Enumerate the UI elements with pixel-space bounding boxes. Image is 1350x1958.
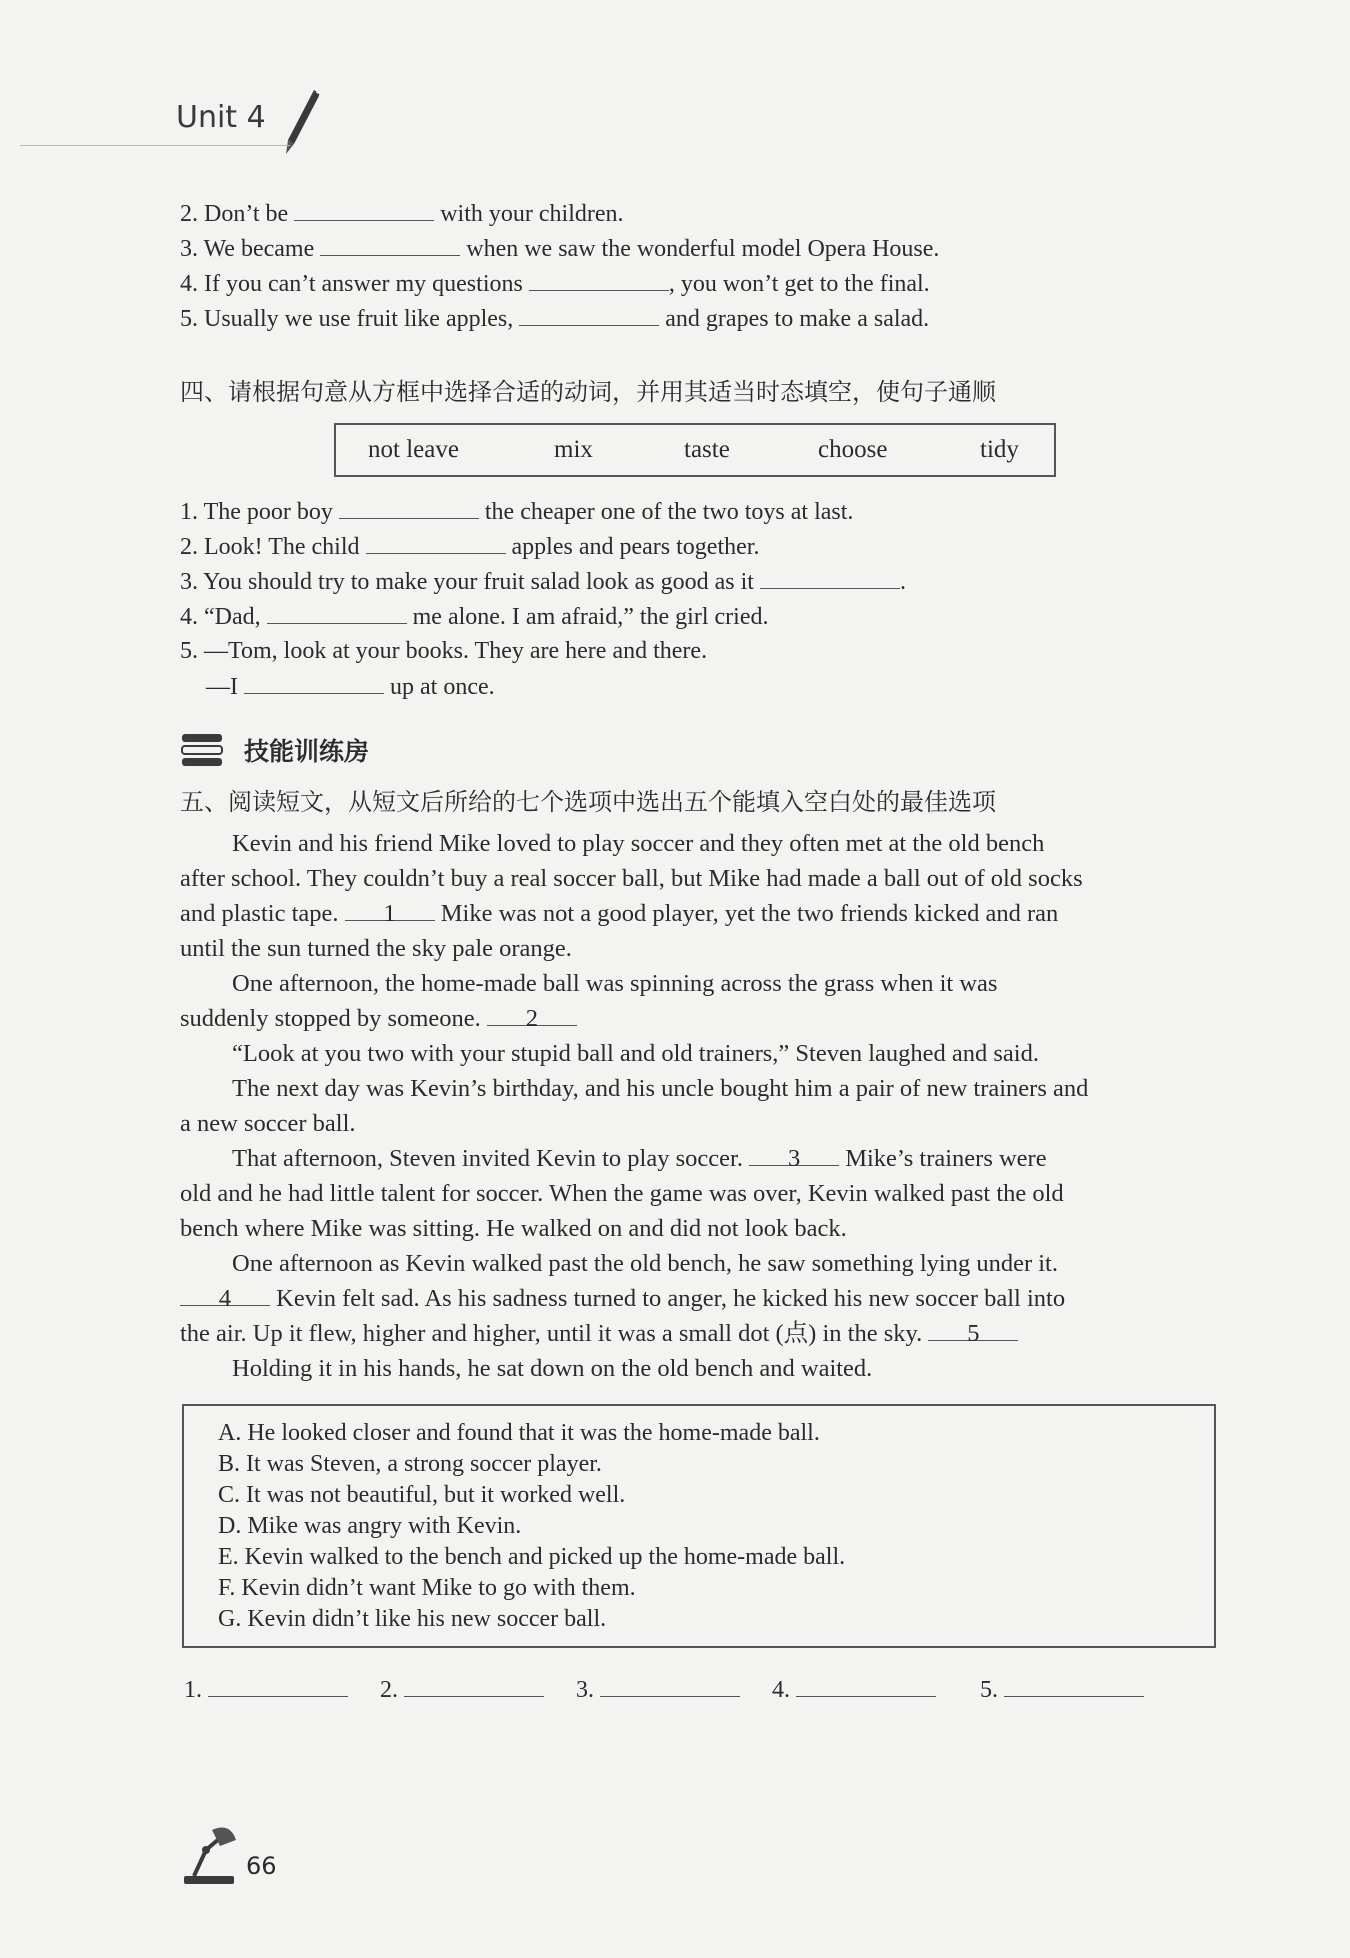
section5-heading: 五、阅读短文，从短文后所给的七个选项中选出五个能填入空白处的最佳选项 — [180, 788, 996, 816]
answer-blank[interactable] — [796, 1672, 936, 1697]
answer-blank[interactable] — [244, 669, 384, 694]
option-e: E. Kevin walked to the bench and picked up the home-made ball. — [218, 1544, 846, 1570]
passage-blank-3[interactable]: 3 — [749, 1141, 839, 1166]
answer-blank[interactable] — [208, 1672, 348, 1697]
answer-blank[interactable] — [529, 266, 669, 291]
answer-blank[interactable] — [294, 196, 434, 221]
passage-blank-5[interactable]: 5 — [928, 1316, 1018, 1341]
answer-blank[interactable] — [760, 564, 900, 589]
s4-item-5-reply: —I up at once. — [206, 669, 495, 704]
s4-item-5: 5. —Tom, look at your books. They are here and there. — [180, 638, 708, 664]
passage-blank-1[interactable]: 1 — [345, 896, 435, 921]
answer-blank[interactable] — [267, 599, 407, 624]
pen-icon — [280, 86, 324, 158]
option-f: F. Kevin didn’t want Mike to go with them. — [218, 1575, 636, 1601]
page-number: 66 — [246, 1852, 277, 1880]
word-bank-item: choose — [818, 436, 888, 463]
s3-item-5: 5. Usually we use fruit like apples, and grapes to make a salad. — [180, 301, 929, 336]
answer-slot-3: 3. — [576, 1672, 740, 1704]
s4-item-3: 3. You should try to make your fruit salad look as good as it . — [180, 564, 906, 599]
passage-blank-4[interactable]: 4 — [180, 1281, 270, 1306]
passage-blank-2[interactable]: 2 — [487, 1001, 577, 1026]
s3-item-2: 2. Don’t be with your children. — [180, 196, 624, 231]
desk-lamp-icon — [180, 1824, 240, 1886]
word-bank-item: taste — [684, 436, 730, 463]
answer-slot-1: 1. — [184, 1672, 348, 1704]
answer-blank[interactable] — [1004, 1672, 1144, 1697]
answer-blank[interactable] — [366, 529, 506, 554]
answer-blank[interactable] — [339, 494, 479, 519]
answer-slot-2: 2. — [380, 1672, 544, 1704]
option-c: C. It was not beautiful, but it worked well. — [218, 1482, 626, 1508]
option-b: B. It was Steven, a strong soccer player. — [218, 1451, 602, 1477]
unit-title: Unit 4 — [176, 100, 266, 135]
s3-item-3: 3. We became when we saw the wonderful model Opera House. — [180, 231, 939, 266]
answer-slot-5: 5. — [980, 1672, 1144, 1704]
skill-section-title: 技能训练房 — [244, 737, 370, 766]
skill-section-icon — [180, 730, 226, 770]
s4-item-1: 1. The poor boy the cheaper one of the two toys at last. — [180, 494, 853, 529]
option-g: G. Kevin didn’t like his new soccer ball. — [218, 1606, 607, 1632]
option-d: D. Mike was angry with Kevin. — [218, 1513, 522, 1539]
answer-slot-4: 4. — [772, 1672, 936, 1704]
word-bank-box — [334, 423, 1056, 477]
options-box — [182, 1404, 1216, 1648]
option-a: A. He looked closer and found that it was the home-made ball. — [218, 1420, 820, 1446]
s4-item-2: 2. Look! The child apples and pears together. — [180, 529, 759, 564]
s3-item-4: 4. If you can’t answer my questions , you won’t get to the final. — [180, 266, 930, 301]
answer-blank[interactable] — [404, 1672, 544, 1697]
header-rule — [20, 145, 290, 146]
word-bank-item: mix — [554, 436, 593, 463]
s4-item-4: 4. “Dad, me alone. I am afraid,” the girl cried. — [180, 599, 768, 634]
reading-passage: Kevin and his friend Mike loved to play soccer and they often met at the old bench after school. They couldn’t buy a real soccer ball, but Mike had made a ball out of old socks and plastic tape. 1 Mike was not a good player, yet the two friends kicked and ran until the sun turned the sky pale orange. One afternoon, the home-made ball was spinning across the grass when it was suddenly stopped by someone. 2 “Look at you two with your stupid ball and old trainers,” Steven laughed and said. The next day was Kevin’s birthday, and his uncle bought him a pair of new trainers and a new soccer ball. That afternoon, Steven invited Kevin to play soccer. 3 Mike’s trainers were old and he had little talent for soccer. When the game was over, Kevin walked past the old bench where Mike was sitting. He walked on and did not look back. One afternoon as Kevin walked past the old bench, he saw something lying under it. 4 Kevin felt sad. As his sadness turned to anger, he kicked his new soccer ball into the air. Up it flew, higher and higher, until it was a small dot (点) in the sky. 5 Holding it in his hands, he sat down on the old bench and waited. — [180, 830, 1089, 1382]
word-bank-item: tidy — [980, 436, 1019, 463]
section4-heading: 四、请根据句意从方框中选择合适的动词，并用其适当时态填空，使句子通顺 — [180, 378, 996, 406]
word-bank-item: not leave — [368, 436, 459, 463]
answer-blank[interactable] — [519, 301, 659, 326]
answer-blank[interactable] — [600, 1672, 740, 1697]
answer-blank[interactable] — [320, 231, 460, 256]
